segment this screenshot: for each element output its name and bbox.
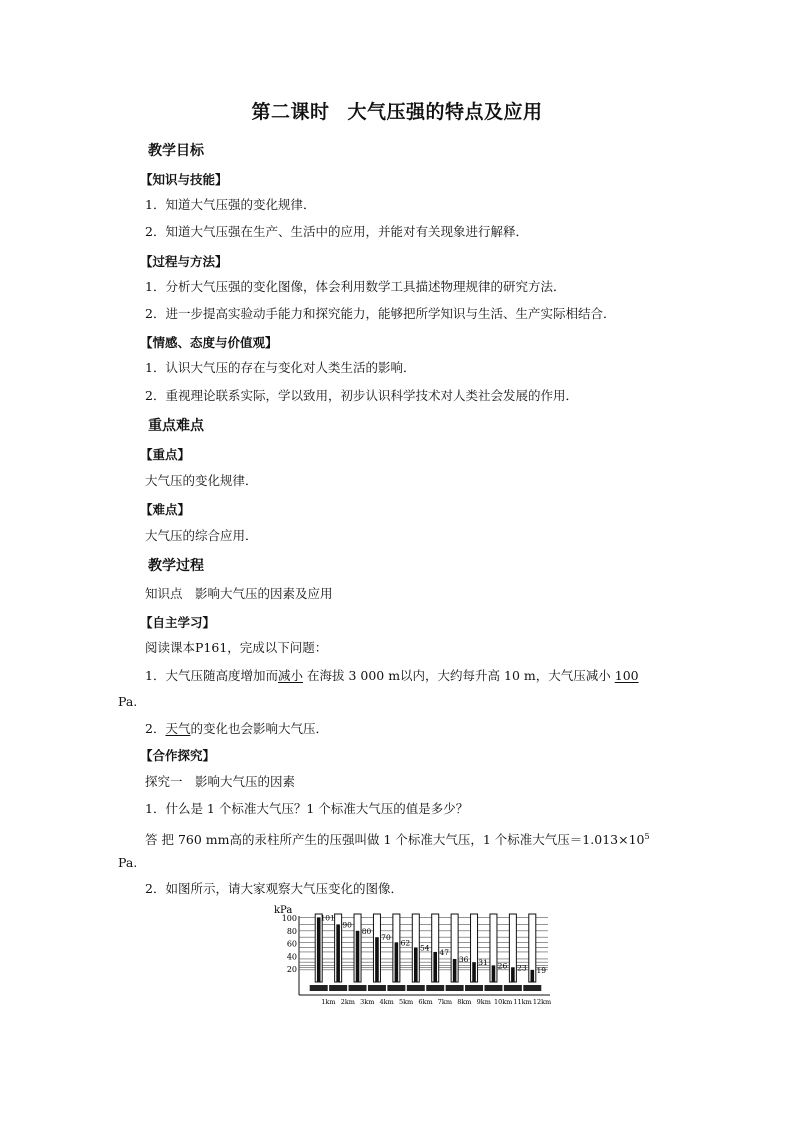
value-label: 54 [420,943,430,953]
value-label: 19 [536,965,547,975]
knowledge-item-1: 1．知道大气压强的变化规律． [145,197,316,212]
q1-text-b: 在海拔 3 000 m以内，大约每升高 10 m，大气压减小 [306,668,611,683]
question-1 [145,668,639,684]
mercury-column [317,917,321,982]
key-text: 大气压的变化规律． [145,473,258,488]
q2-text-b: 的变化也会影响大气压． [190,721,328,736]
x-tick-label: 9km [476,998,491,1006]
explore-1: 探究一 影响大气压的因素 [145,774,296,789]
ask-2: 2．如图所示，请大家观察大气压变化的图像． [145,881,403,896]
tube-base [504,985,522,991]
y-tick-label: 20 [286,965,297,975]
label-process: 【过程与方法】 [140,254,228,269]
process-item-1: 1．分析大气压强的变化图像，体会利用数学工具描述物理规律的研究方法． [145,279,566,294]
emotion-item-1: 1．认识大气压的存在与变化对人类生活的影响． [145,360,416,375]
title-part1: 第二课时 [251,101,330,123]
heading-goals: 教学目标 [148,143,204,159]
value-label: 101 [320,913,335,923]
mercury-column [530,970,534,982]
x-tick-label: 3km [360,998,375,1006]
value-label: 47 [439,947,449,957]
q1-blank-1: 减小 [277,668,303,683]
tube-base [368,985,386,991]
tube-base [349,985,367,991]
title-part2: 大气压强的特点及应用 [347,101,543,123]
tube-base [407,985,425,991]
x-tick-label: 12km [532,998,552,1006]
value-label: 90 [342,920,352,930]
mercury-column [375,937,379,982]
x-tick-label: 4km [379,998,394,1006]
tube-base [329,985,347,991]
read-instruction: 阅读课本P161，完成以下问题： [145,640,328,655]
value-label: 23 [517,963,527,973]
mercury-column [356,931,360,982]
y-tick-label: 40 [286,952,297,962]
label-self-study: 【自主学习】 [140,615,216,630]
heading-process: 教学过程 [148,558,204,574]
question-2 [145,721,328,737]
mercury-column [395,942,399,982]
knowledge-item-2: 2．知道大气压强在生产、生活中的应用，并能对有关现象进行解释． [145,224,528,239]
tube-base [523,985,541,991]
q1-text-a: 1．大气压随高度增加而 [145,668,278,683]
value-label: 36 [458,954,469,964]
y-tick-label: 100 [281,914,297,923]
label-hard: 【难点】 [140,502,191,517]
mercury-column [453,959,457,982]
mercury-column [492,965,496,982]
x-tick-label: 11km [513,998,532,1006]
x-tick-label: 1km [321,998,336,1006]
x-tick-label: 5km [398,998,414,1006]
mercury-column [433,952,437,982]
label-knowledge: 【知识与技能】 [140,172,228,187]
heading-keypoints: 重点难点 [148,418,204,434]
q2-blank: 天气 [165,721,191,736]
pressure-chart [270,900,560,1012]
x-tick-label: 7km [437,998,453,1006]
tube-base [446,985,464,991]
mercury-column [336,924,340,982]
value-label: 31 [478,958,488,968]
mercury-column [472,962,476,982]
tube-base [465,985,483,991]
page-title [0,97,794,124]
value-label: 26 [497,961,508,971]
value-label: 70 [381,933,391,943]
ans1-text: 答 把 760 mm高的汞柱所产生的压强叫做 1 个标准大气压，1 个标准大气压＝1.013×10 [145,832,645,847]
ask-1: 1．什么是 1 个标准大气压？1 个标准大气压的值是多少？ [145,801,469,816]
x-tick-label: 8km [457,998,472,1006]
mercury-column [414,947,418,982]
mercury-column [511,967,515,982]
y-tick-label: 60 [286,939,297,949]
tube-base [426,985,444,991]
value-label: 80 [361,926,372,936]
process-item-2: 2．进一步提高实验动手能力和探究能力，能够把所学知识与生活、生产实际相结合． [145,306,616,321]
tube-base [310,985,328,991]
y-tick-label: 80 [286,926,297,936]
q1-blank-2: 100 [614,668,639,683]
knowledge-point: 知识点 影响大气压的因素及应用 [145,586,333,601]
label-cooperation: 【合作探究】 [140,748,216,763]
x-tick-label: 6km [418,998,433,1006]
q2-text-a: 2． [145,721,166,736]
x-tick-label: 10km [493,998,513,1006]
label-emotion: 【情感、态度与价值观】 [140,335,278,350]
x-tick-label: 2km [340,998,355,1006]
ans1-unit: Pa. [118,855,138,870]
tube-base [387,985,405,991]
answer-1 [145,829,650,848]
value-label: 62 [400,938,411,948]
tube-base [484,985,502,991]
q1-unit: Pa. [118,694,138,709]
emotion-item-2: 2．重视理论联系实际，学以致用，初步认识科学技术对人类社会发展的作用． [145,388,578,403]
y-axis-label: kPa [274,905,293,916]
hard-text: 大气压的综合应用． [145,528,258,543]
label-key: 【重点】 [140,447,191,462]
ans1-exponent: 5 [644,832,650,841]
